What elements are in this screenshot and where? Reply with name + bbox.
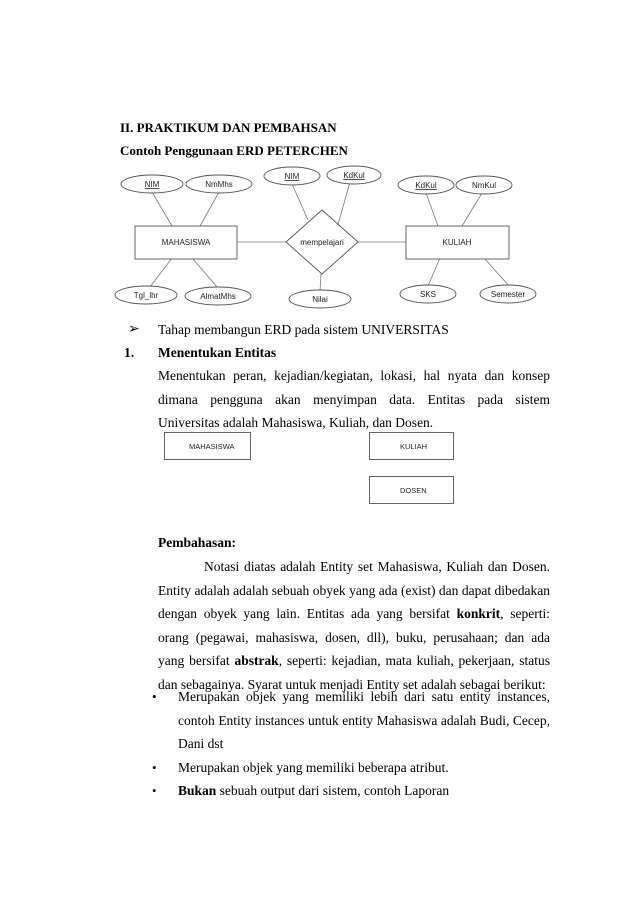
paragraph-text: , seperti: kejadian, mata kuliah, pekerjaan, status dan sebagainya. Syarat untuk menjadi Entity set adalah sebagai berikut: — [158, 653, 550, 692]
attr-label: NIM — [144, 180, 160, 189]
attr-label: NmMhs — [205, 180, 233, 189]
erd-line — [150, 258, 172, 287]
arrow-bullet-icon: ➢ — [128, 322, 140, 337]
pembahasan-paragraph — [158, 555, 550, 696]
section-title: Menentukan Entitas — [158, 345, 277, 360]
entity-box-label: MAHASISWA — [189, 441, 235, 451]
attr-label: NmKul — [471, 181, 497, 190]
paragraph-text: , seperti: orang (pegawai, mahasiswa, dosen, dll), buku, perusahaan; dan ada yang bersifat — [158, 606, 550, 668]
attr-label: Semester — [490, 290, 526, 299]
entity-label: KULIAH — [442, 238, 472, 247]
section-number: 1. — [124, 345, 135, 360]
entity-box-kuliah — [369, 432, 454, 460]
step-text: Tahap membangun ERD pada sistem UNIVERSITAS — [158, 322, 449, 337]
entity-box-mahasiswa — [164, 432, 251, 460]
attr-label: NIM — [284, 172, 300, 181]
attr-label: KdKul — [343, 171, 365, 180]
list-item — [148, 756, 550, 780]
list-item — [148, 685, 550, 756]
pembahasan-title: Pembahasan: — [158, 535, 237, 550]
bold-term: konkrit — [456, 606, 501, 621]
list-item-text: Merupakan objek yang memiliki lebih dari satu entity instances, contoh Entity instances untuk entity Mahasiswa adalah Budi, Cecep, Dani dst — [178, 689, 550, 751]
section-subtitle: Contoh Penggunaan ERD PETERCHEN — [120, 143, 348, 158]
attr-label: Nilai — [312, 295, 328, 304]
bold-term: Bukan — [178, 783, 217, 798]
erd-line — [426, 193, 438, 226]
bullet-icon: • — [152, 689, 157, 704]
relationship-label: mempelajari — [300, 238, 344, 247]
erd-diagram — [0, 0, 638, 320]
list-item-text: Merupakan objek yang memiliki beberapa atribut. — [178, 759, 449, 775]
erd-line — [462, 193, 482, 226]
entity-box-dosen — [369, 476, 454, 504]
paragraph-text: Notasi diatas adalah Entity set Mahasiswa, Kuliah dan Dosen. Entity adalah adalah sebuah obyek yang ada (exist) dan dapat dibedakan dengan obyek yang lain. Entitas ada yang bersifat — [158, 559, 550, 621]
erd-line — [484, 258, 510, 287]
bullet-icon: • — [152, 783, 157, 798]
entity-label: MAHASISWA — [161, 238, 211, 247]
erd-line — [152, 192, 172, 226]
requirements-list — [148, 685, 550, 803]
list-item — [148, 779, 550, 803]
section-heading: II. PRAKTIKUM DAN PEMBAHSAN — [120, 120, 337, 135]
attr-label: KdKul — [415, 181, 437, 190]
erd-line — [428, 258, 440, 286]
entity-box-label: KULIAH — [400, 441, 428, 451]
section-paragraph: Menentukan peran, kejadian/kegiatan, lokasi, hal nyata dan konsep dimana pengguna akan menyimpan data. Entitas pada sistem Universitas adalah Mahasiswa, Kuliah, dan Dosen. — [158, 368, 550, 430]
erd-line — [200, 192, 219, 226]
attr-label: SKS — [419, 290, 437, 299]
bullet-icon: • — [152, 759, 157, 775]
erd-line — [337, 182, 350, 228]
bold-term: abstrak — [234, 653, 279, 668]
entity-box-label: DOSEN — [400, 485, 427, 495]
erd-line — [192, 258, 218, 288]
erd-line — [320, 274, 321, 291]
attr-label: AlmatMhs — [200, 292, 236, 301]
erd-line — [292, 184, 308, 220]
list-item-text: sebuah output dari sistem, contoh Laporan — [216, 783, 450, 798]
attr-label: Tgl_lhr — [133, 291, 159, 300]
